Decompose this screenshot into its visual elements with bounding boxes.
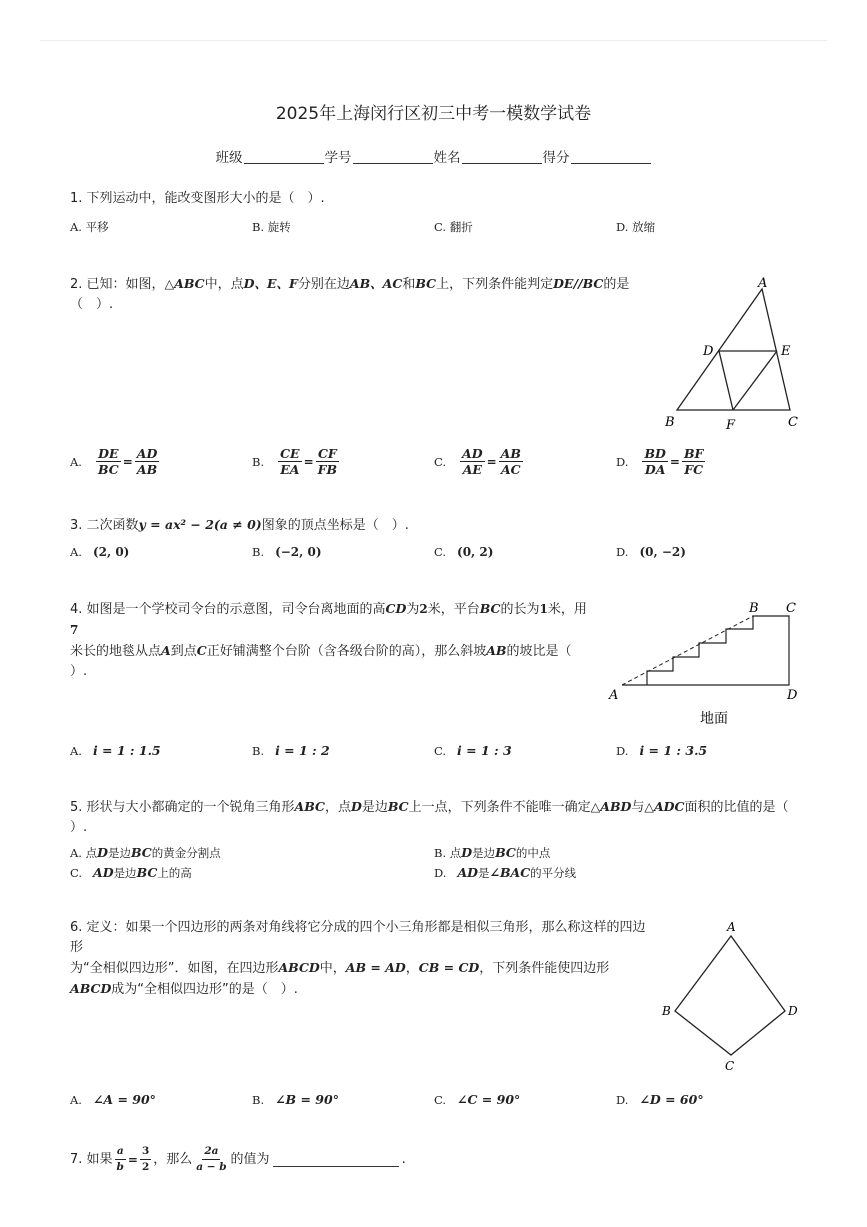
class-blank[interactable] bbox=[244, 149, 324, 164]
q7-stem: 7. 如果 $\frac{a}{b}$ = $\frac{3}{2}$ ，那么 $\frac{2a}{a - b}$ 的值为 . bbox=[70, 1145, 406, 1173]
q6-option-b[interactable]: B. ∠B = 90° bbox=[252, 1092, 339, 1107]
q4-option-a[interactable]: A. i = 1 : 1.5 bbox=[70, 743, 161, 758]
q6-option-d[interactable]: D. ∠D = 60° bbox=[616, 1092, 704, 1107]
q6-option-c[interactable]: C. ∠C = 90° bbox=[434, 1092, 521, 1107]
q5-option-d[interactable]: D. AD是∠BAC的平分线 bbox=[434, 865, 577, 880]
label-d: D bbox=[703, 344, 714, 359]
q6-stem: 6. 定义：如果一个四边形的两条对角线将它分成的四个小三角形都是相似三角形，那么称这样的四边形 为“全相似四边形”．如图，在四边形ABCD中，AB = AD，CB = CD，下列条件能使四边形 ABCD成为“全相似四边形”的是（ ）. bbox=[70, 920, 646, 997]
q4-option-d[interactable]: D. i = 1 : 3.5 bbox=[616, 743, 708, 758]
label-b: B bbox=[749, 601, 759, 616]
label-f: F bbox=[726, 418, 736, 433]
id-label: 学号 bbox=[324, 150, 352, 166]
label-a: A bbox=[727, 920, 736, 934]
label-b: B bbox=[665, 415, 675, 430]
q1-option-a[interactable]: A. 平移 bbox=[70, 220, 109, 234]
slope-ab-dashed bbox=[622, 616, 753, 685]
q5-option-a[interactable]: A. 点D是边BC的黄金分割点 bbox=[70, 845, 221, 860]
label-d: D bbox=[787, 688, 798, 703]
q5-stem: 5. 形状与大小都确定的一个锐角三角形ABC，点D是边BC上一点，下列条件不能唯一确定△ABD与△ADC面积的比值的是（ ）. bbox=[70, 799, 789, 835]
student-info-row bbox=[0, 146, 867, 166]
triangle-abc bbox=[677, 289, 790, 410]
label-c: C bbox=[788, 415, 798, 430]
q1-option-d[interactable]: D. 放缩 bbox=[616, 220, 656, 234]
page-title: 2025年上海闵行区初三中考一模数学试卷 bbox=[275, 104, 592, 124]
label-a: A bbox=[609, 688, 619, 703]
q2-option-d[interactable]: D. $\frac{BD}{DA}$ = $\frac{BF}{FC}$ bbox=[616, 446, 704, 477]
ground-label: 地面 bbox=[700, 711, 728, 727]
name-blank[interactable] bbox=[462, 149, 542, 164]
q3-option-b[interactable]: B. (−2, 0) bbox=[252, 545, 322, 559]
q2-triangle-figure bbox=[660, 272, 810, 434]
label-a: A bbox=[758, 276, 768, 291]
q2-stem: 2. 已知：如图，△ABC中，点D、E、F分别在边AB、AC和BC上，下列条件能判定DE//BC的是 （ ）. bbox=[70, 276, 630, 312]
q2-option-c[interactable]: C. $\frac{AD}{AE}$ = $\frac{AB}{AC}$ bbox=[434, 446, 521, 477]
q1-stem: 1. 下列运动中，能改变图形大小的是（ ）. bbox=[70, 191, 325, 206]
id-blank[interactable] bbox=[353, 149, 433, 164]
q1-option-b[interactable]: B. 旋转 bbox=[252, 220, 291, 234]
q3-stem: 3. 二次函数y = ax² − 2(a ≠ 0)图象的顶点坐标是（ ）. bbox=[70, 517, 409, 533]
q4-stem: 4. 如图是一个学校司令台的示意图，司令台离地面的高CD为2米，平台BC的长为1米，用7 米长的地毯从点A到点C正好铺满整个台阶（含各级台阶的高），那么斜坡AB的坡比是（ ）. bbox=[70, 601, 587, 679]
segment-fe bbox=[733, 351, 777, 410]
q4-option-c[interactable]: C. i = 1 : 3 bbox=[434, 743, 512, 758]
label-c: C bbox=[786, 601, 796, 616]
segment-df bbox=[719, 351, 733, 410]
q5-option-c[interactable]: C. AD是边BC上的高 bbox=[70, 865, 192, 880]
score-label: 得分 bbox=[542, 150, 570, 166]
q7-answer-blank[interactable] bbox=[273, 1152, 399, 1167]
q3-option-a[interactable]: A. (2, 0) bbox=[70, 545, 130, 559]
q4-option-b[interactable]: B. i = 1 : 2 bbox=[252, 743, 330, 758]
class-label: 班级 bbox=[215, 150, 243, 166]
top-divider bbox=[40, 40, 827, 41]
q2-option-a[interactable]: A. $\frac{DE}{BC}$ = $\frac{AD}{AB}$ bbox=[70, 446, 158, 477]
score-blank[interactable] bbox=[571, 149, 651, 164]
q4-stair-figure bbox=[605, 596, 810, 731]
q6-option-a[interactable]: A. ∠A = 90° bbox=[70, 1092, 156, 1107]
q1-option-c[interactable]: C. 翻折 bbox=[434, 220, 473, 234]
q3-option-d[interactable]: D. (0, −2) bbox=[616, 545, 686, 559]
label-b: B bbox=[662, 1004, 671, 1018]
stairs-outline bbox=[622, 616, 789, 685]
quadrilateral-abcd bbox=[675, 936, 785, 1055]
label-e: E bbox=[781, 344, 791, 359]
label-d: D bbox=[788, 1004, 798, 1018]
q5-option-b[interactable]: B. 点D是边BC的中点 bbox=[434, 845, 551, 860]
name-label: 姓名 bbox=[433, 150, 461, 166]
q6-quadrilateral-figure bbox=[655, 915, 805, 1077]
q3-option-c[interactable]: C. (0, 2) bbox=[434, 545, 494, 559]
q2-option-b[interactable]: B. $\frac{CE}{EA}$ = $\frac{CF}{FB}$ bbox=[252, 446, 338, 477]
label-c: C bbox=[725, 1059, 735, 1073]
